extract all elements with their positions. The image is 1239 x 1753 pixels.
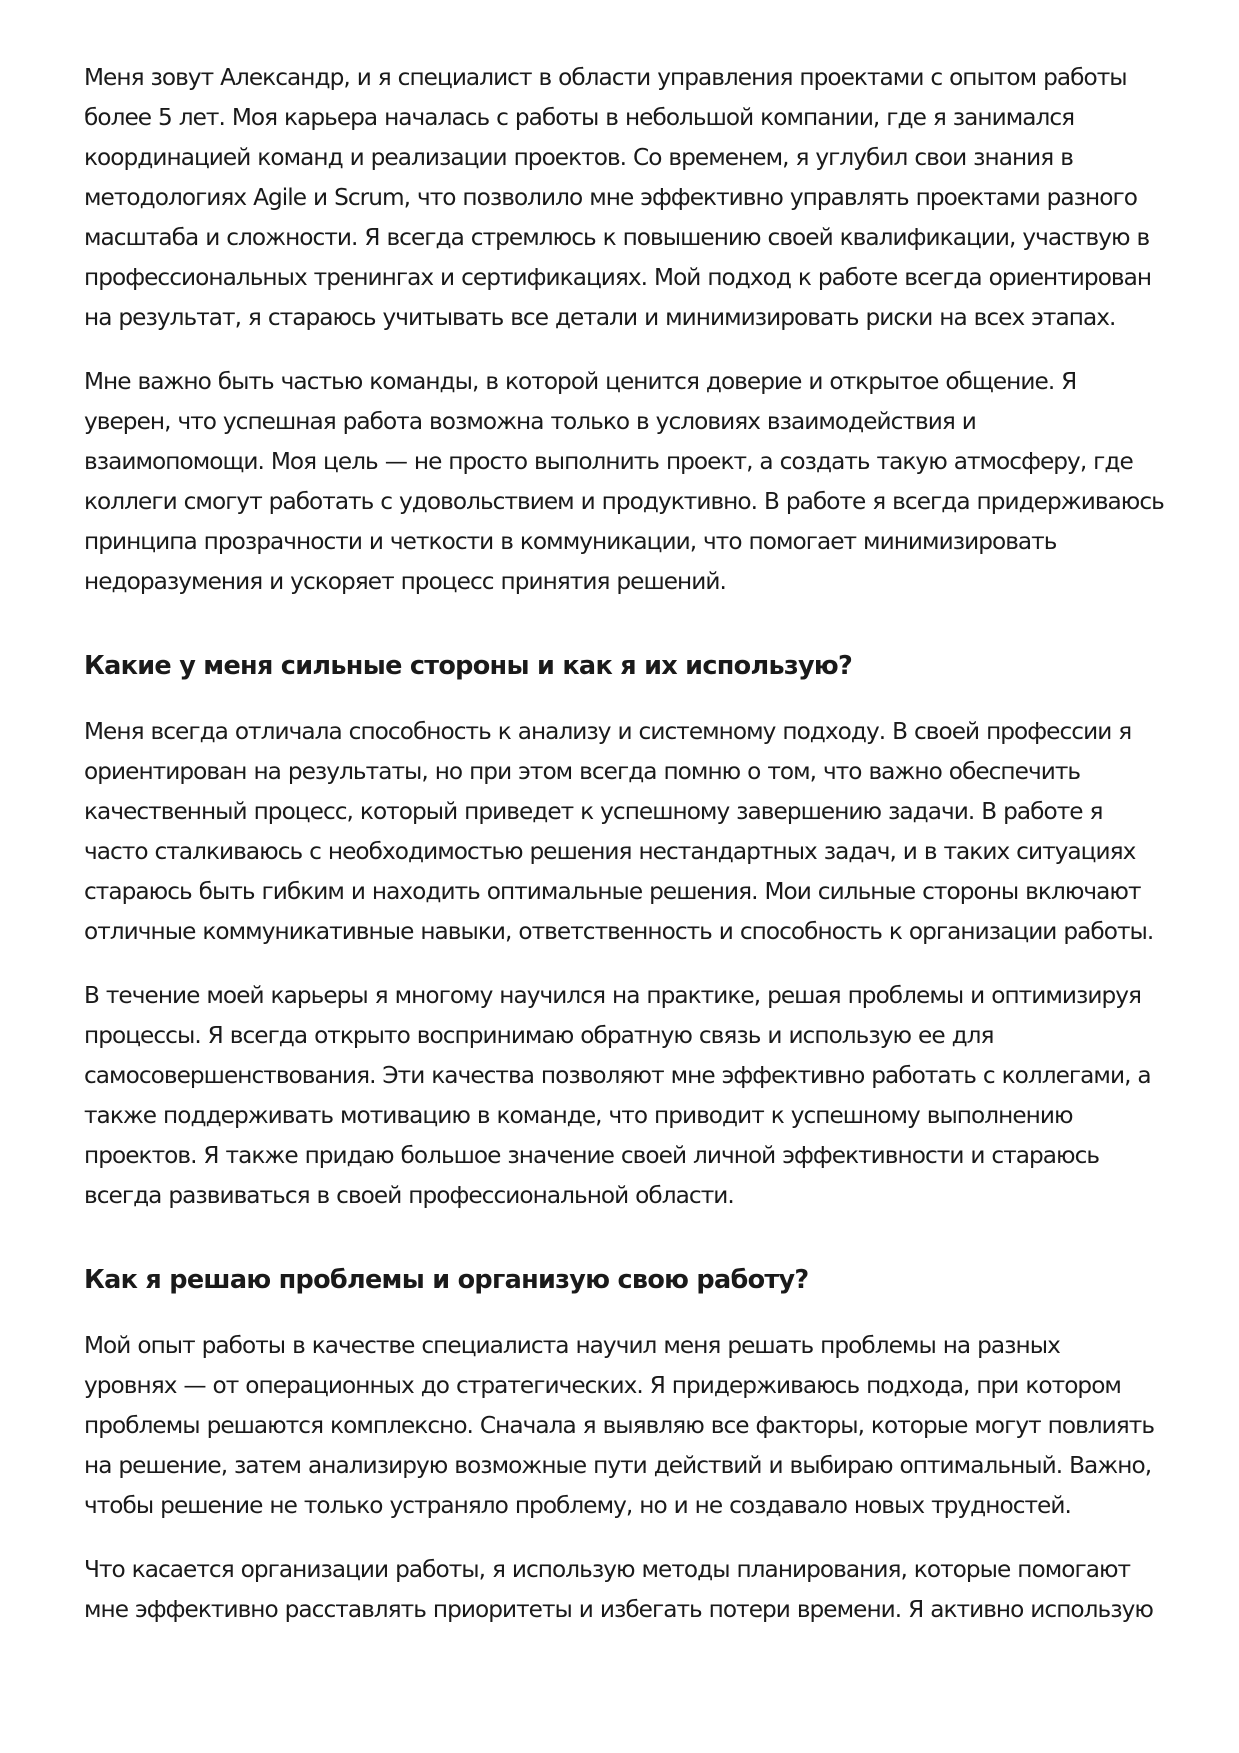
paragraph-spacer — [84, 952, 1174, 976]
text-line: чтобы решение не только устраняло проблему, но и не создавало новых трудностей. — [84, 1492, 1071, 1519]
text-line: также поддерживать мотивацию в команде, что приводит к успешному выполнению — [84, 1102, 1073, 1129]
text-line: мне эффективно расставлять приоритеты и избегать потери времени. Я активно использую — [84, 1596, 1153, 1623]
text-line: В течение моей карьеры я многому научился на практике, решая проблемы и оптимизируя — [84, 982, 1142, 1009]
paragraph-intro-1 — [84, 58, 1174, 338]
paragraph-problems-1 — [84, 1326, 1174, 1526]
text-line: всегда развиваться в своей профессиональной области. — [84, 1182, 734, 1209]
text-line: коллеги смогут работать с удовольствием и продуктивно. В работе я всегда придерживаюсь — [84, 488, 1164, 515]
heading-spacer — [84, 686, 1174, 712]
text-line: Мне важно быть частью команды, в которой ценится доверие и открытое общение. Я — [84, 368, 1077, 395]
text-line: принципа прозрачности и четкости в коммуникации, что помогает минимизировать — [84, 528, 1057, 555]
section-heading-problem-solving: Как я решаю проблемы и организую свою работу? — [84, 1265, 809, 1295]
text-line: более 5 лет. Моя карьера началась с работы в небольшой компании, где я занимался — [84, 104, 1075, 131]
text-line: методологиях Agile и Scrum, что позволило мне эффективно управлять проектами разного — [84, 184, 1137, 211]
text-line: Меня всегда отличала способность к анализу и системному подходу. В своей профессии я — [84, 718, 1132, 745]
text-line: Что касается организации работы, я использую методы планирования, которые помогают — [84, 1556, 1131, 1583]
text-line: Меня зовут Александр, и я специалист в области управления проектами с опытом работы — [84, 64, 1127, 91]
text-line: проблемы решаются комплексно. Сначала я выявляю все факторы, которые могут повлиять — [84, 1412, 1155, 1439]
section-spacer — [84, 1216, 1174, 1260]
text-line: проектов. Я также придаю большое значение своей личной эффективности и стараюсь — [84, 1142, 1100, 1169]
text-line: уверен, что успешная работа возможна только в условиях взаимодействия и — [84, 408, 976, 435]
text-line: Мой опыт работы в качестве специалиста научил меня решать проблемы на разных — [84, 1332, 1060, 1359]
text-line: координацией команд и реализации проектов. Со временем, я углубил свои знания в — [84, 144, 1073, 171]
paragraph-problems-2 — [84, 1550, 1174, 1630]
text-line: на результат, я стараюсь учитывать все детали и минимизировать риски на всех этапах. — [84, 304, 1116, 331]
heading-spacer — [84, 1300, 1174, 1326]
section-heading-strengths: Какие у меня сильные стороны и как я их использую? — [84, 651, 853, 681]
text-line: ориентирован на результаты, но при этом всегда помню о том, что важно обеспечить — [84, 758, 1081, 785]
text-line: стараюсь быть гибким и находить оптимальные решения. Мои сильные стороны включают — [84, 878, 1141, 905]
text-line: отличные коммуникативные навыки, ответственность и способность к организации работы. — [84, 918, 1154, 945]
text-line: качественный процесс, который приведет к успешному завершению задачи. В работе я — [84, 798, 1103, 825]
document-page — [84, 58, 1174, 1630]
text-line: часто сталкиваюсь с необходимостью решения нестандартных задач, и в таких ситуациях — [84, 838, 1136, 865]
paragraph-intro-2 — [84, 362, 1174, 602]
text-line: самосовершенствования. Эти качества позволяют мне эффективно работать с коллегами, а — [84, 1062, 1151, 1089]
paragraph-spacer — [84, 1526, 1174, 1550]
text-line: масштаба и сложности. Я всегда стремлюсь к повышению своей квалификации, участвую в — [84, 224, 1150, 251]
section-spacer — [84, 602, 1174, 646]
text-line: недоразумения и ускоряет процесс принятия решений. — [84, 568, 726, 595]
text-line: профессиональных тренингах и сертификациях. Мой подход к работе всегда ориентирован — [84, 264, 1152, 291]
paragraph-strengths-2 — [84, 976, 1174, 1216]
paragraph-spacer — [84, 338, 1174, 362]
text-line: уровнях — от операционных до стратегических. Я придерживаюсь подхода, при котором — [84, 1372, 1121, 1399]
paragraph-strengths-1 — [84, 712, 1174, 952]
text-line: процессы. Я всегда открыто воспринимаю обратную связь и использую ее для — [84, 1022, 994, 1049]
text-line: на решение, затем анализирую возможные пути действий и выбираю оптимальный. Важно, — [84, 1452, 1152, 1479]
text-line: взаимопомощи. Моя цель — не просто выполнить проект, а создать такую атмосферу, где — [84, 448, 1133, 475]
